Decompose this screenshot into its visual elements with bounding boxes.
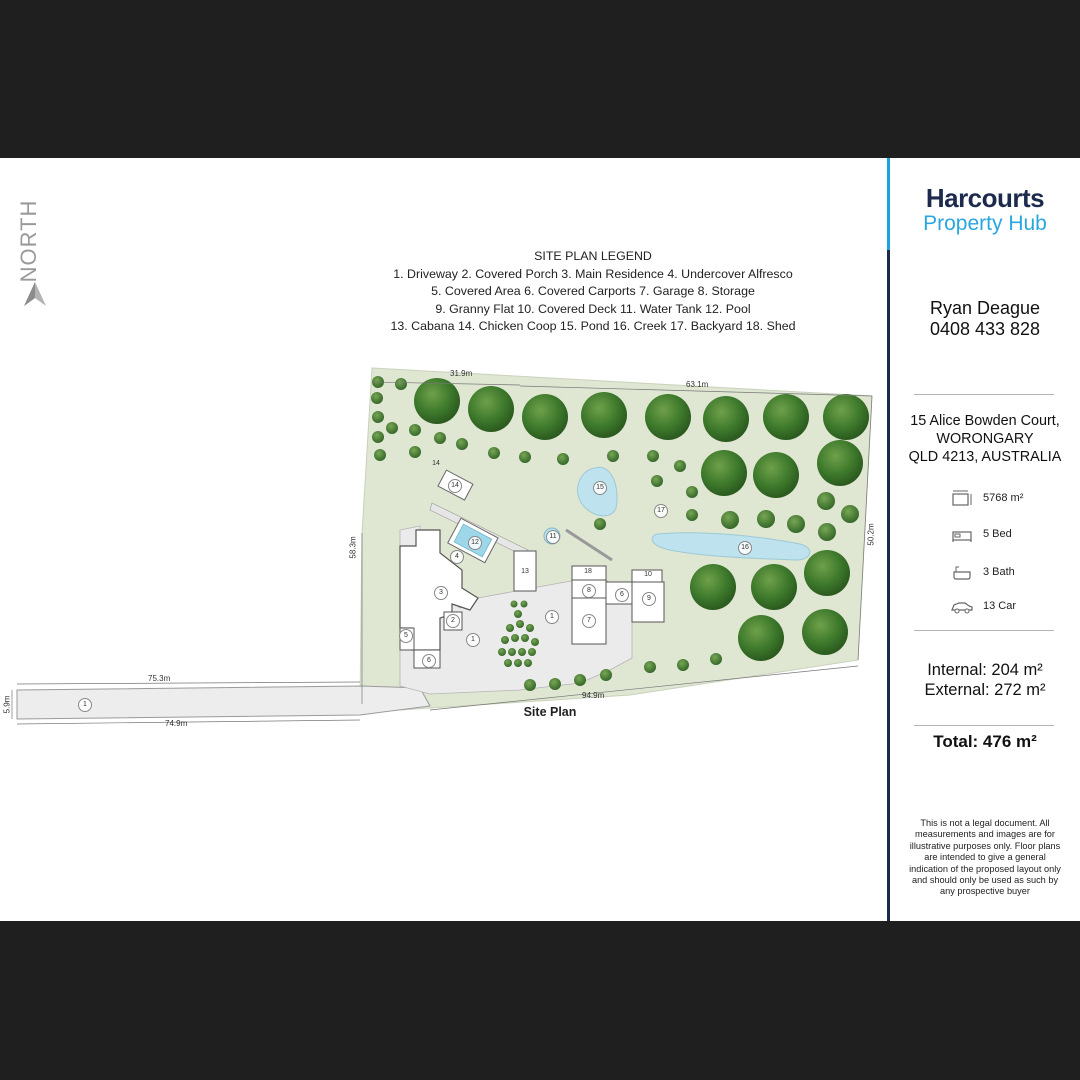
internal-area: Internal: 204 m² <box>927 661 1043 679</box>
dimension-label: 31.9m <box>450 369 473 378</box>
address-line: 15 Alice Bowden Court, <box>910 413 1060 429</box>
external-area: External: 272 m² <box>924 681 1046 699</box>
plan-marker-m2: 2 <box>446 614 460 628</box>
legend-title: SITE PLAN LEGEND <box>534 249 652 263</box>
legend-line: 9. Granny Flat 10. Covered Deck 11. Water Tank 12. Pool <box>435 301 751 316</box>
feature-bath <box>950 564 1070 582</box>
sidebar <box>890 158 1080 921</box>
address-line: WORONGARY <box>936 431 1034 447</box>
feature-bed <box>950 526 1070 544</box>
car-icon <box>950 598 974 616</box>
feature-label: 3 Bath <box>983 566 1015 578</box>
separator <box>914 725 1054 726</box>
legend-line: 5. Covered Area 6. Covered Carports 7. Garage 8. Storage <box>431 284 755 299</box>
bed-icon <box>950 526 974 544</box>
dimension-label: 50.2m <box>866 523 876 546</box>
disclaimer: This is not a legal document. All measurements and images are for illustrative purposes only. Floor plans are intended to give a general indication of the proposed layout only and should only be used as such by any prospective buyer <box>909 818 1061 897</box>
north-label: NORTH <box>16 199 41 283</box>
property-address <box>890 412 1080 466</box>
separator <box>914 394 1054 395</box>
agent-contact <box>890 298 1080 340</box>
plan-marker-m14a: 14 <box>432 460 440 467</box>
dimension-label: 75.3m <box>148 674 171 683</box>
plan-marker-m7: 7 <box>582 614 596 628</box>
plan-marker-m15: 15 <box>593 481 607 495</box>
plan-marker-m3: 3 <box>434 586 448 600</box>
dimension-label: 94.9m <box>582 691 605 700</box>
agent-phone: 0408 433 828 <box>929 319 1041 339</box>
plan-marker-m5: 5 <box>399 629 413 643</box>
plan-marker-m6a: 6 <box>422 654 436 668</box>
plan-marker-m17: 17 <box>654 504 668 518</box>
feature-label: 13 Car <box>983 600 1017 612</box>
feature-label: 5 Bed <box>983 528 1012 540</box>
brand-name: Harcourts <box>925 183 1045 213</box>
feature-land <box>950 490 1070 508</box>
dimension-label: 58.3m <box>348 536 358 559</box>
floor-areas <box>890 660 1080 700</box>
address-line: QLD 4213, AUSTRALIA <box>908 449 1062 465</box>
legend-line: 1. Driveway 2. Covered Porch 3. Main Residence 4. Undercover Alfresco <box>393 266 793 281</box>
plan-marker-m9: 9 <box>642 592 656 606</box>
plan-marker-m11: 11 <box>546 530 560 544</box>
plan-marker-m10: 10 <box>644 571 652 578</box>
brand-logo <box>890 184 1080 236</box>
total-area: Total: 476 m² <box>933 732 1037 751</box>
site-plan-sheet <box>0 158 1080 921</box>
plan-marker-m4: 4 <box>450 550 464 564</box>
plan-marker-m16: 16 <box>738 541 752 555</box>
plan-marker-m6b: 6 <box>615 588 629 602</box>
plan-marker-m12: 12 <box>468 536 482 550</box>
plan-marker-m13: 13 <box>521 568 529 575</box>
plan-marker-m14b: 14 <box>448 479 462 493</box>
site-plan-caption: Site Plan <box>523 705 577 719</box>
land-area-icon <box>950 490 974 508</box>
plan-marker-m1a: 1 <box>78 698 92 712</box>
feature-label: 5768 m² <box>983 492 1024 504</box>
dimension-label: 74.9m <box>165 719 188 728</box>
site-plan-drawing <box>0 158 888 921</box>
brand-sub: Property Hub <box>923 212 1047 235</box>
agent-name: Ryan Deague <box>929 298 1041 318</box>
plan-area <box>0 158 888 921</box>
plan-marker-m1b: 1 <box>466 633 480 647</box>
dimension-label: 63.1m <box>686 380 709 389</box>
plan-marker-m18: 18 <box>584 568 592 575</box>
feature-car <box>950 598 1070 616</box>
bath-icon <box>950 564 974 582</box>
legend-line: 13. Cabana 14. Chicken Coop 15. Pond 16. Creek 17. Backyard 18. Shed <box>390 319 796 334</box>
plan-marker-m1c: 1 <box>545 610 559 624</box>
plan-marker-m8: 8 <box>582 584 596 598</box>
separator <box>914 630 1054 631</box>
dimension-label: 5.9m <box>2 695 12 714</box>
